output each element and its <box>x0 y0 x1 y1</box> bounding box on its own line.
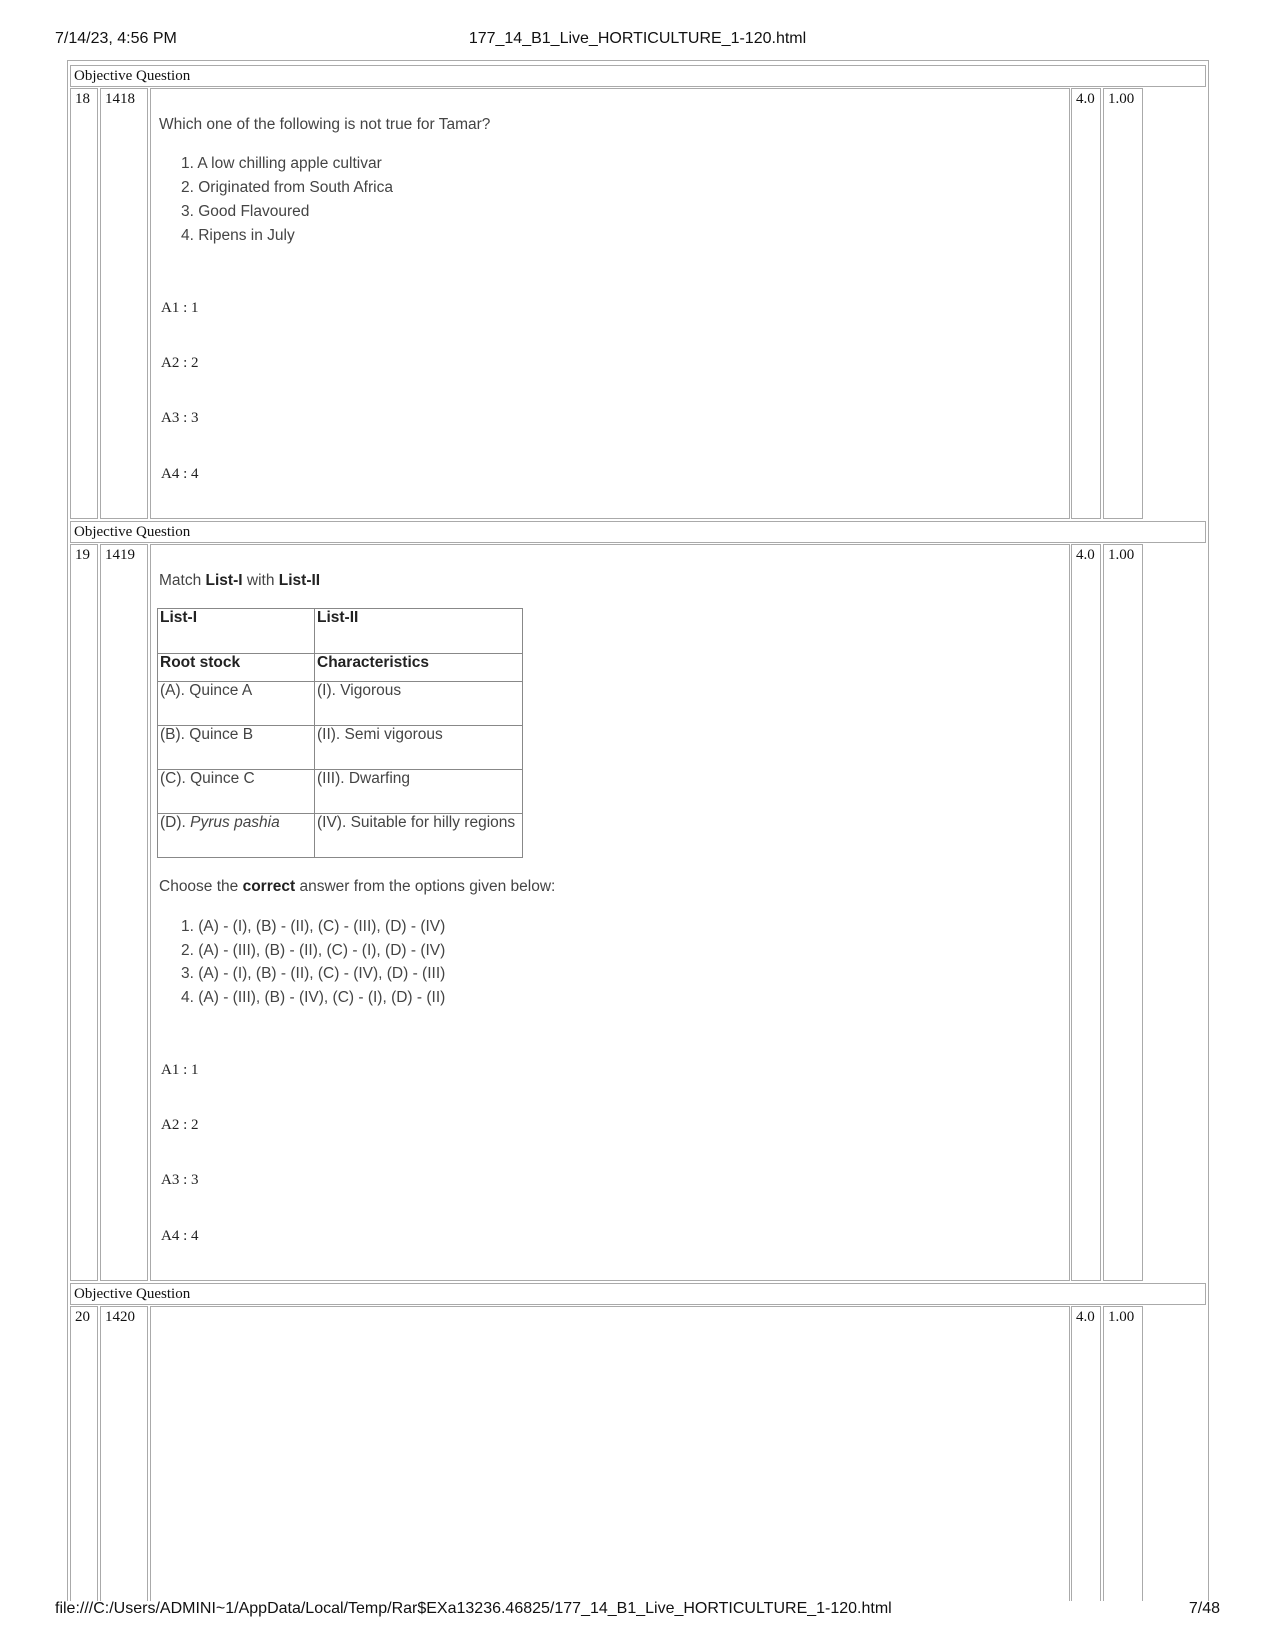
option-item: 1. (A) - (I), (B) - (II), (C) - (III), (D) - (IV) <box>181 918 446 935</box>
question-id: 1420 <box>100 1306 148 1601</box>
question-negative-marks: 1.00 <box>1103 1306 1143 1601</box>
question-id: 1418 <box>100 88 148 519</box>
answer-option-3: A3 : 3 <box>161 410 199 426</box>
question-text: Match List-I with List-II <box>159 572 321 589</box>
match-table-subheader: Characteristics <box>315 654 523 682</box>
print-file-path: file:///C:/Users/ADMINI~1/AppData/Local/Temp/Rar$EXa13236.46825/177_14_B1_Live_HORTICULTURE_1-120.html <box>55 1600 892 1617</box>
question-marks: 4.0 <box>1071 1306 1101 1601</box>
answer-option-3: A3 : 3 <box>161 1172 199 1188</box>
answer-option-1: A1 : 1 <box>161 300 199 316</box>
question-text: Which one of the following is not true for Tamar? <box>159 116 491 133</box>
match-table-cell: (A). Quince A <box>158 682 315 726</box>
option-item: 2. (A) - (III), (B) - (II), (C) - (I), (D) - (IV) <box>181 941 446 959</box>
answer-option-2: A2 : 2 <box>161 1117 199 1133</box>
answer-option-2: A2 : 2 <box>161 355 199 371</box>
match-table-subheader: Root stock <box>158 654 315 682</box>
option-item: 3. Good Flavoured <box>181 203 310 220</box>
section-label: Objective Question <box>70 521 1206 543</box>
question-negative-marks: 1.00 <box>1103 88 1143 519</box>
print-header <box>55 30 1220 52</box>
match-table-cell: (D). Pyrus pashia <box>158 814 315 858</box>
question-id: 1419 <box>100 544 148 1281</box>
question-serial-number: 20 <box>70 1306 98 1601</box>
instruction-text: Choose the correct answer from the options given below: <box>159 878 556 895</box>
print-filename: 177_14_B1_Live_HORTICULTURE_1-120.html <box>468 30 807 47</box>
match-table-header: List-I <box>158 609 315 654</box>
match-table-header: List-II <box>315 609 523 654</box>
question-body <box>150 1306 1070 1601</box>
match-table-cell: (IV). Suitable for hilly regions <box>315 814 523 858</box>
match-table-cell: (II). Semi vigorous <box>315 726 523 770</box>
match-table <box>157 608 523 858</box>
answer-option-1: A1 : 1 <box>161 1062 199 1078</box>
match-table-cell: (C). Quince C <box>158 770 315 814</box>
answer-option-4: A4 : 4 <box>161 1228 199 1244</box>
print-datetime: 7/14/23, 4:56 PM <box>55 30 177 47</box>
question-body <box>150 88 1070 519</box>
option-item: 4. (A) - (III), (B) - (IV), (C) - (I), (D) - (II) <box>181 988 446 1006</box>
option-item: 1. A low chilling apple cultivar <box>181 155 382 172</box>
match-table-cell: (I). Vigorous <box>315 682 523 726</box>
match-table-cell: (III). Dwarfing <box>315 770 523 814</box>
section-label: Objective Question <box>70 65 1206 87</box>
question-marks: 4.0 <box>1071 88 1101 519</box>
option-list <box>181 152 393 248</box>
answer-option-4: A4 : 4 <box>161 466 199 482</box>
option-list <box>181 915 445 1009</box>
question-negative-marks: 1.00 <box>1103 544 1143 1281</box>
option-item: 2. Originated from South Africa <box>181 179 393 196</box>
option-item: 4. Ripens in July <box>181 227 295 244</box>
question-serial-number: 19 <box>70 544 98 1281</box>
option-item: 3. (A) - (I), (B) - (II), (C) - (IV), (D) - (III) <box>181 965 446 982</box>
question-paper-table <box>67 60 1209 1601</box>
question-marks: 4.0 <box>1071 544 1101 1281</box>
question-body <box>150 544 1070 1281</box>
question-serial-number: 18 <box>70 88 98 519</box>
print-footer <box>55 1600 1220 1622</box>
page-number: 7/48 <box>1188 1600 1220 1617</box>
section-label: Objective Question <box>70 1283 1206 1305</box>
match-table-cell: (B). Quince B <box>158 726 315 770</box>
